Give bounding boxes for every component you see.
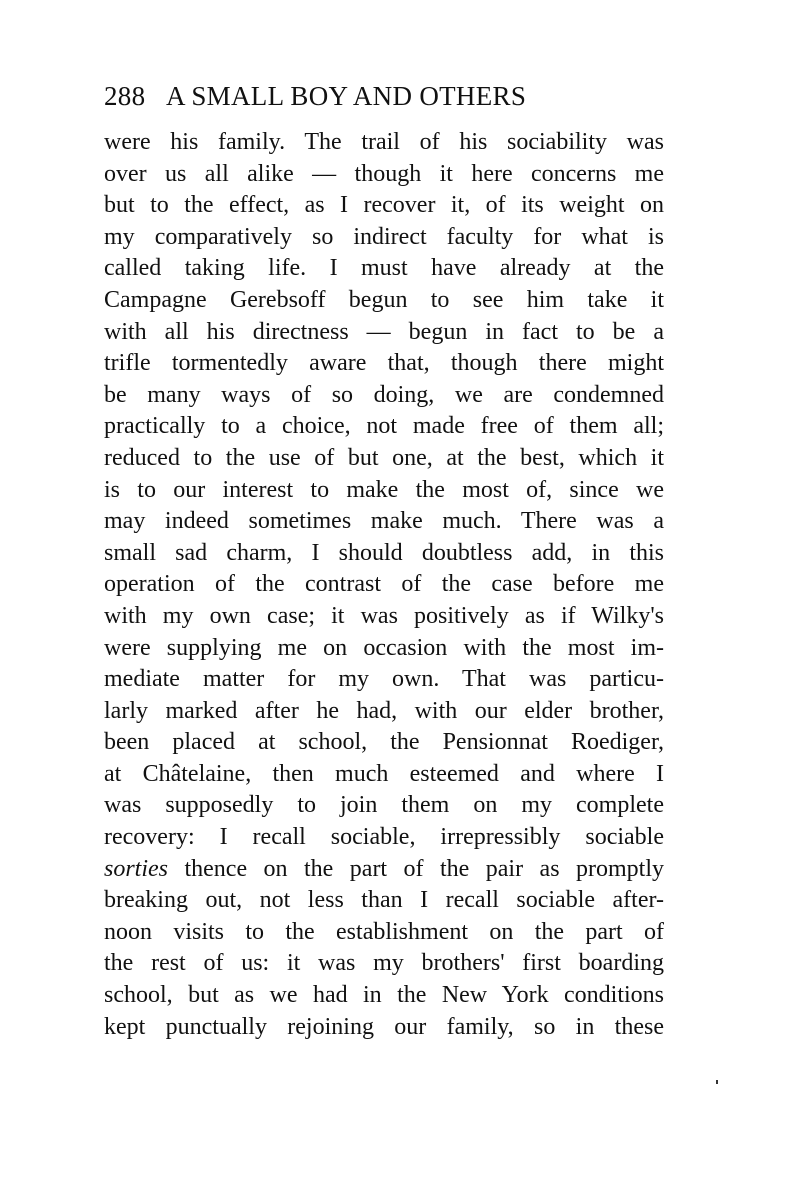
- text-line: at Châtelaine, then much esteemed and where I: [104, 760, 664, 787]
- text-line: Campagne Gerebsoff begun to see him take it: [104, 286, 664, 313]
- text-line: were his family. The trail of his sociability was: [104, 129, 664, 155]
- running-head: [104, 76, 664, 116]
- text-line: operation of the contrast of the case before me: [104, 571, 664, 598]
- text-line: been placed at school, the Pensionnat Roediger,: [104, 729, 664, 756]
- text-line-rest: thence on the part of the pair as promptly: [168, 855, 664, 882]
- page-number: 288: [104, 81, 146, 111]
- text-line: called taking life. I must have already at the: [104, 255, 664, 282]
- text-line: larly marked after he had, with our elder brother,: [104, 697, 664, 724]
- text-line: be many ways of so doing, we are condemned: [104, 381, 664, 408]
- text-line: noon visits to the establishment on the part of: [104, 918, 664, 945]
- text-line: with my own case; it was positively as if Wilky's: [104, 602, 664, 629]
- body-text: [104, 127, 664, 1043]
- running-title: A SMALL BOY AND OTHERS: [166, 81, 527, 111]
- text-line: school, but as we had in the New York conditions: [104, 982, 664, 1009]
- text-line: my comparatively so indirect faculty for what is: [104, 223, 664, 250]
- text-line: over us all alike — though it here concerns me: [104, 160, 664, 187]
- text-line: but to the effect, as I recover it, of its weight on: [104, 192, 664, 219]
- text-line: [104, 854, 664, 886]
- text-line: kept punctually rejoining our family, so in these: [104, 1013, 664, 1040]
- text-line: breaking out, not less than I recall sociable after-: [104, 887, 664, 914]
- text-line: practically to a choice, not made free of them all;: [104, 413, 664, 440]
- text-line: reduced to the use of but one, at the best, which it: [104, 444, 664, 471]
- scan-speck: [716, 1080, 718, 1084]
- text-line: with all his directness — begun in fact to be a: [104, 318, 664, 345]
- italic-word: sorties: [104, 855, 169, 882]
- text-line: recovery: I recall sociable, irrepressibly sociable: [104, 824, 664, 851]
- text-line: may indeed sometimes make much. There was a: [104, 508, 664, 535]
- text-line: was supposedly to join them on my complete: [104, 792, 664, 819]
- text-line: is to our interest to make the most of, since we: [104, 476, 664, 503]
- text-line: small sad charm, I should doubtless add, in this: [104, 539, 664, 566]
- text-line: the rest of us: it was my brothers' first boarding: [104, 950, 664, 977]
- text-line: trifle tormentedly aware that, though there might: [104, 350, 664, 377]
- text-line: were supplying me on occasion with the most im-: [104, 634, 664, 661]
- text-line: mediate matter for my own. That was particu-: [104, 666, 664, 693]
